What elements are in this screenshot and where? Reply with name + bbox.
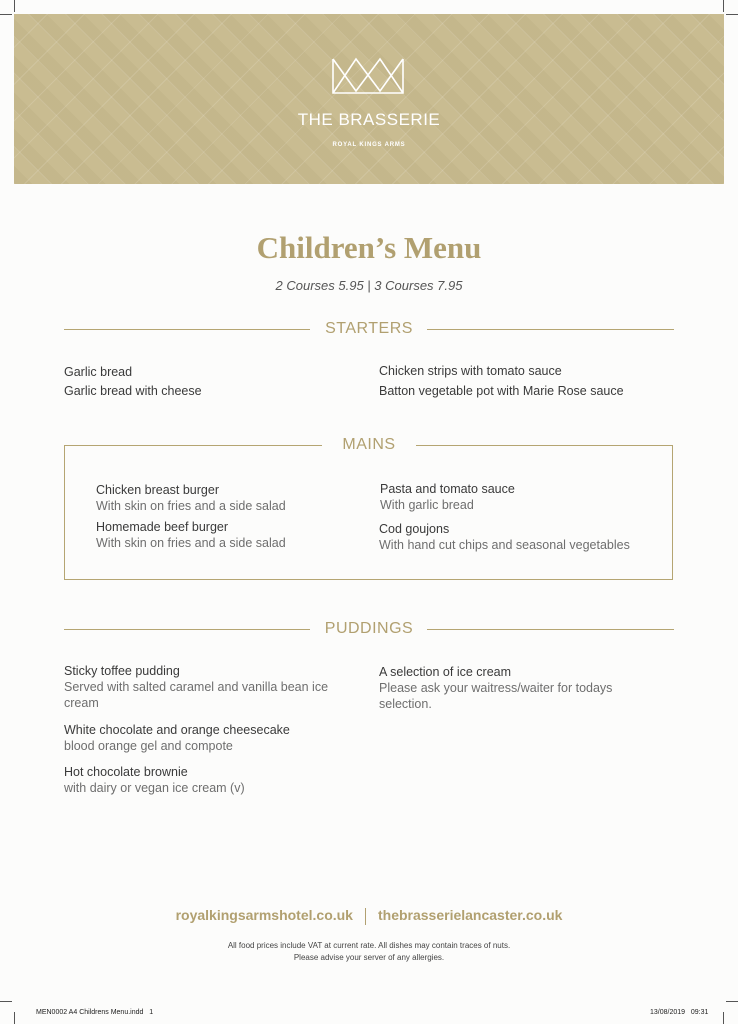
slug-timestamp: 13/08/2019 09:31 [650, 1009, 709, 1016]
item-description: With skin on fries and a side salad [96, 499, 286, 513]
item-description: with dairy or vegan ice cream (v) [64, 781, 245, 795]
item-name: Garlic bread [64, 365, 133, 379]
item-description: With hand cut chips and seasonal vegetables [379, 538, 630, 552]
item-name: Homemade beef burger [96, 520, 229, 534]
footer-links [0, 907, 738, 925]
menu-item [96, 482, 286, 514]
crop-mark [14, 1012, 15, 1024]
menu-item [64, 383, 202, 399]
item-name: White chocolate and orange cheesecake [64, 723, 290, 737]
item-name: Garlic bread with cheese [64, 384, 202, 398]
item-description: With garlic bread [380, 498, 474, 512]
course-prices: 2 Courses 5.95 | 3 Courses 7.95 [275, 278, 463, 293]
menu-item [380, 481, 515, 513]
allergy-note-line: Please advise your server of any allergies. [293, 953, 445, 962]
header-banner [14, 14, 724, 184]
menu-item [64, 663, 334, 711]
item-name: Batton vegetable pot with Marie Rose sauce [379, 384, 624, 398]
item-name: A selection of ice cream [379, 665, 512, 679]
item-name: Hot chocolate brownie [64, 765, 188, 779]
brand-name: THE BRASSERIE [297, 110, 441, 129]
menu-item [96, 519, 286, 551]
menu-item [64, 722, 354, 754]
item-description: Served with salted caramel and vanilla bean ice cream [64, 680, 329, 710]
menu-item [64, 764, 334, 796]
crop-mark [723, 0, 724, 12]
menu-item [379, 521, 630, 553]
starters-heading: STARTERS [0, 320, 738, 338]
allergy-note [0, 940, 738, 964]
menu-item [379, 383, 624, 399]
item-name: Chicken breast burger [96, 483, 219, 497]
puddings-heading: PUDDINGS [0, 620, 738, 638]
slug-filename: MEN0002 A4 Childrens Menu.indd 1 [36, 1009, 154, 1016]
mains-heading: MAINS [0, 436, 738, 454]
menu-item [379, 363, 562, 379]
item-description: blood orange gel and compote [64, 739, 233, 753]
crop-mark [726, 1001, 738, 1002]
crop-mark [0, 14, 12, 15]
menu-item [64, 364, 132, 380]
allergy-note-line: All food prices include VAT at current rate. All dishes may contain traces of nuts. [227, 941, 511, 950]
item-name: Pasta and tomato sauce [380, 482, 515, 496]
item-description: Please ask your waitress/waiter for todays selection. [379, 681, 613, 711]
crown-icon [332, 57, 404, 95]
crop-mark [14, 0, 15, 12]
website-link-brasserie[interactable]: thebrasserielancaster.co.uk [377, 907, 563, 923]
item-description: With skin on fries and a side salad [96, 536, 286, 550]
brand-subtitle: ROYAL KINGS ARMS [332, 142, 406, 148]
item-name: Sticky toffee pudding [64, 664, 180, 678]
menu-title: Children’s Menu [256, 230, 482, 265]
item-name: Cod goujons [379, 522, 450, 536]
crop-mark [0, 1001, 12, 1002]
website-link-hotel[interactable]: royalkingsarmshotel.co.uk [175, 907, 353, 923]
crop-mark [723, 1012, 724, 1024]
crop-mark [726, 14, 738, 15]
link-separator [365, 908, 366, 925]
menu-item [379, 664, 639, 712]
item-name: Chicken strips with tomato sauce [379, 364, 562, 378]
